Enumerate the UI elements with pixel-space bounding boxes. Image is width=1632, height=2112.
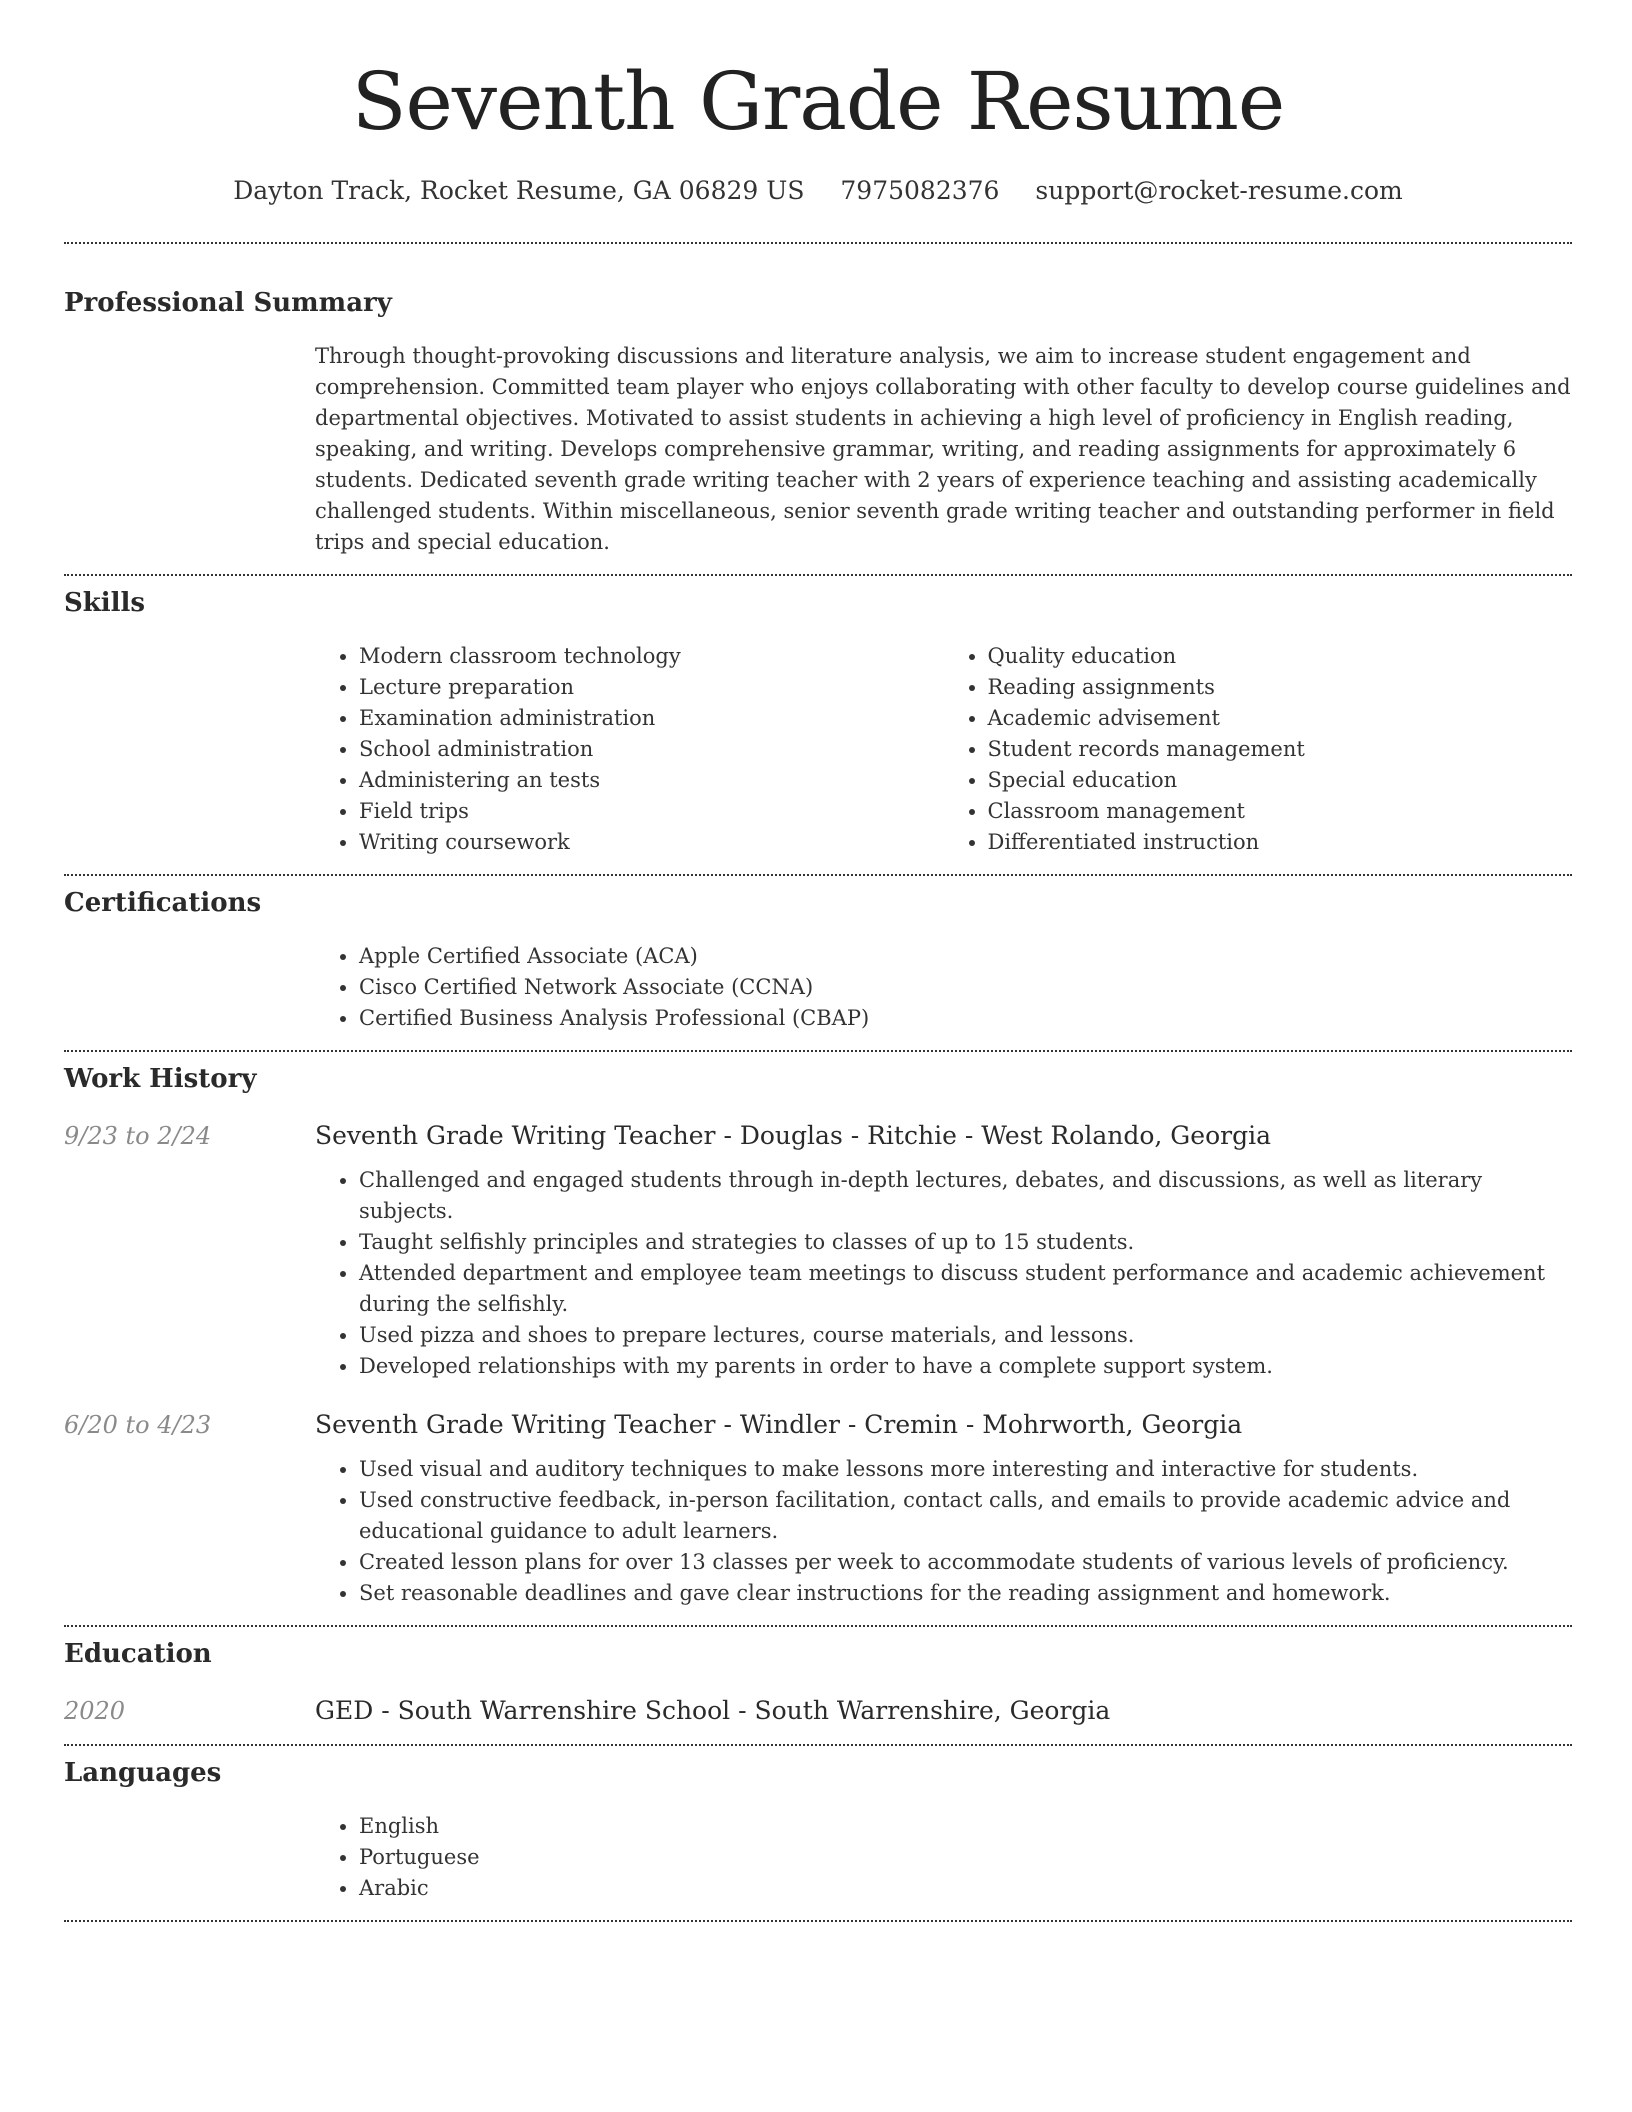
section-summary — [64, 244, 1572, 558]
summary-text: Through thought-provoking discussions and literature analysis, we aim to increase student engagement and comprehension. Committed team player who enjoys collaborating with other faculty to develop course guidelines and departmental objectives. Motivated to assist students in achieving a high level of proficiency in English reading, speaking, and writing. Develops comprehensive grammar, writing, and reading assignments for approximately 6 students. Dedicated seventh grade writing teacher with 2 years of experience teaching and assisting academically challenged students. Within miscellaneous, senior seventh grade writing teacher and outstanding performer in field trips and special education. — [315, 344, 1571, 554]
language-item: • English — [359, 1811, 1572, 1842]
skill-item: • Examination administration — [359, 703, 944, 734]
job-bullet: • Used visual and auditory techniques to make lessons more interesting and interactive for students. — [359, 1454, 1572, 1485]
languages-content — [315, 1811, 1572, 1904]
certification-item: • Cisco Certified Network Associate (CCNA) — [359, 972, 1572, 1003]
job-bullet: • Used pizza and shoes to prepare lectures, course materials, and lessons. — [359, 1320, 1572, 1351]
section-heading-skills: Skills — [64, 588, 146, 618]
job-bullets — [315, 1454, 1572, 1609]
job-header — [64, 1408, 1572, 1442]
job-dates: 6/20 to 4/23 — [64, 1411, 212, 1439]
skill-item: • Academic advisement — [988, 703, 1573, 734]
skill-item: • Writing coursework — [359, 827, 944, 858]
section-heading-work: Work History — [64, 1064, 257, 1094]
contact-phone: 7975082376 — [840, 176, 1000, 205]
resume-page — [64, 0, 1572, 1922]
section-heading-certifications: Certifications — [64, 888, 262, 918]
skill-item: • Field trips — [359, 796, 944, 827]
skill-item: • Reading assignments — [988, 672, 1573, 703]
job-dates: 9/23 to 2/24 — [64, 1122, 212, 1150]
job-header — [64, 1119, 1572, 1153]
language-item: • Arabic — [359, 1873, 1572, 1904]
education-title: GED - South Warrenshire School - South Warrenshire, Georgia — [315, 1696, 1111, 1725]
skill-item: • Differentiated instruction — [988, 827, 1573, 858]
education-year: 2020 — [64, 1697, 126, 1725]
job-bullet: • Set reasonable deadlines and gave clear instructions for the reading assignment and homework. — [359, 1578, 1572, 1609]
resume-header — [64, 0, 1572, 208]
certifications-list — [315, 941, 1572, 1034]
skills-list-left — [315, 641, 944, 858]
skill-item: • Special education — [988, 765, 1573, 796]
job-bullet: • Developed relationships with my parents in order to have a complete support system. — [359, 1351, 1572, 1382]
job-entry — [64, 1408, 1572, 1609]
section-heading-summary: Professional Summary — [64, 288, 392, 318]
certifications-content — [315, 941, 1572, 1034]
job-entry — [64, 1119, 1572, 1382]
job-bullet: • Used constructive feedback, in-person facilitation, contact calls, and emails to provide academic advice and educational guidance to adult learners. — [359, 1485, 1572, 1547]
skill-item: • Classroom management — [988, 796, 1573, 827]
skill-item: • Modern classroom technology — [359, 641, 944, 672]
job-details — [315, 1165, 1572, 1382]
skill-item: • School administration — [359, 734, 944, 765]
section-work-history — [64, 1052, 1572, 1609]
certification-item: • Certified Business Analysis Professional (CBAP) — [359, 1003, 1572, 1034]
skill-item: • Lecture preparation — [359, 672, 944, 703]
section-heading-languages: Languages — [64, 1758, 222, 1788]
job-bullet: • Challenged and engaged students through in-depth lectures, debates, and discussions, as well as literary subjects. — [359, 1165, 1572, 1227]
skill-item: • Quality education — [988, 641, 1573, 672]
skills-list-right — [944, 641, 1573, 858]
certification-item: • Apple Certified Associate (ACA) — [359, 941, 1572, 972]
skill-item: • Administering an tests — [359, 765, 944, 796]
job-bullet: • Created lesson plans for over 13 classes per week to accommodate students of various levels of proficiency. — [359, 1547, 1572, 1578]
contact-address: Dayton Track, Rocket Resume, GA 06829 US — [233, 176, 805, 205]
divider — [64, 1920, 1572, 1922]
contact-email: support@rocket-resume.com — [1035, 176, 1403, 205]
section-languages — [64, 1746, 1572, 1904]
resume-title: Seventh Grade Resume — [351, 55, 1285, 148]
job-details — [315, 1454, 1572, 1609]
job-bullets — [315, 1165, 1572, 1382]
contact-line — [64, 174, 1572, 208]
section-heading-education: Education — [64, 1639, 212, 1669]
job-bullet: • Attended department and employee team meetings to discuss student performance and academic achievement during the selfishly. — [359, 1258, 1572, 1320]
job-title: Seventh Grade Writing Teacher - Windler - Cremin - Mohrworth, Georgia — [315, 1410, 1243, 1439]
languages-list — [315, 1811, 1572, 1904]
section-certifications — [64, 876, 1572, 1034]
skill-item: • Student records management — [988, 734, 1573, 765]
job-title: Seventh Grade Writing Teacher - Douglas - Ritchie - West Rolando, Georgia — [315, 1121, 1271, 1150]
job-bullet: • Taught selfishly principles and strategies to classes of up to 15 students. — [359, 1227, 1572, 1258]
language-item: • Portuguese — [359, 1842, 1572, 1873]
education-entry — [64, 1694, 1572, 1728]
section-education — [64, 1627, 1572, 1728]
skills-grid — [315, 641, 1572, 858]
section-skills — [64, 576, 1572, 858]
